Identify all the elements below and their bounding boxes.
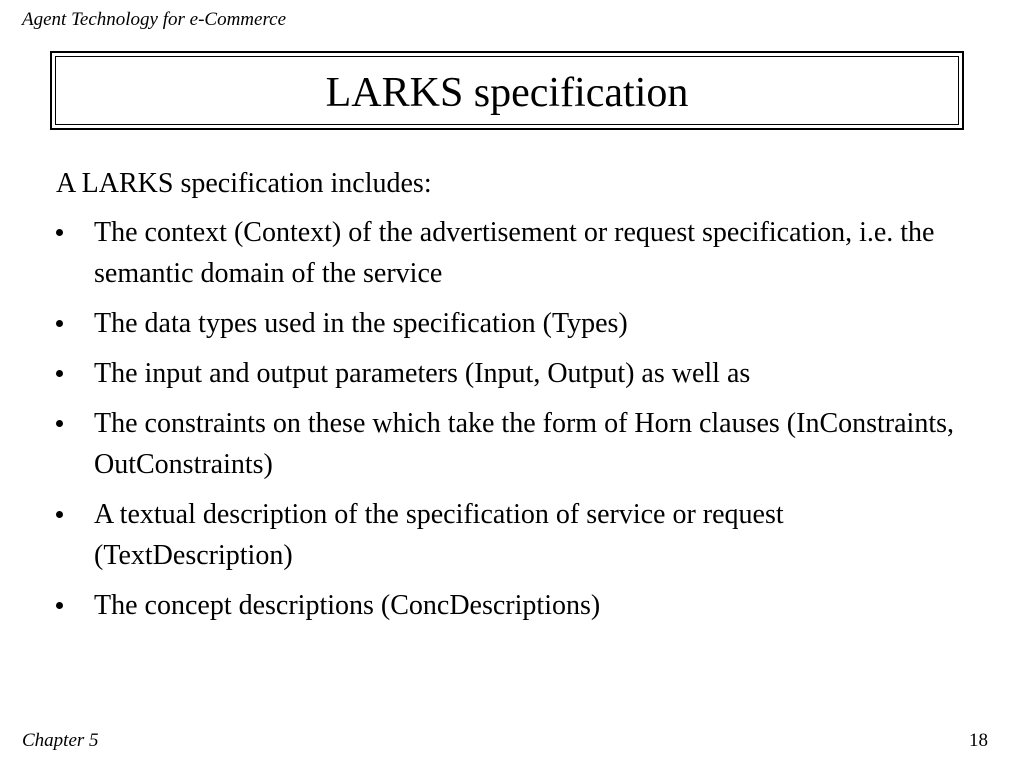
bullet-item: [56, 212, 956, 294]
chapter-label: Chapter 5: [22, 730, 99, 751]
bullet-text: The input and output parameters (Input, Output) as well as: [94, 358, 751, 389]
bullet-text: The concept descriptions (ConcDescriptions): [94, 590, 601, 621]
bullet-icon: [56, 511, 63, 518]
intro-text: A LARKS specification includes:: [56, 168, 432, 199]
bullet-text: The context (Context) of the advertisement or request specification, i.e. the semantic domain of the service: [94, 217, 935, 289]
bullet-item: [56, 403, 956, 485]
bullet-text: The constraints on these which take the form of Horn clauses (InConstraints, OutConstraints): [94, 408, 955, 480]
title-frame: [50, 51, 964, 130]
bullet-icon: [56, 420, 63, 427]
bullet-icon: [56, 229, 63, 236]
bullet-text: A textual description of the specification of service or request (TextDescription): [94, 499, 784, 571]
slide-body: [56, 163, 956, 635]
bullet-list: [56, 212, 956, 626]
bullet-item: [56, 353, 956, 394]
page-number: 18: [969, 730, 988, 751]
bullet-icon: [56, 320, 63, 327]
course-title: Agent Technology for e-Commerce: [22, 9, 287, 30]
bullet-icon: [56, 602, 63, 609]
bullet-text: The data types used in the specification (Types): [94, 308, 628, 339]
bullet-item: [56, 303, 956, 344]
bullet-item: [56, 585, 956, 626]
bullet-item: [56, 494, 956, 576]
bullet-icon: [56, 370, 63, 377]
title-frame-inner: [55, 56, 959, 125]
slide-title: LARKS specification: [325, 69, 689, 116]
